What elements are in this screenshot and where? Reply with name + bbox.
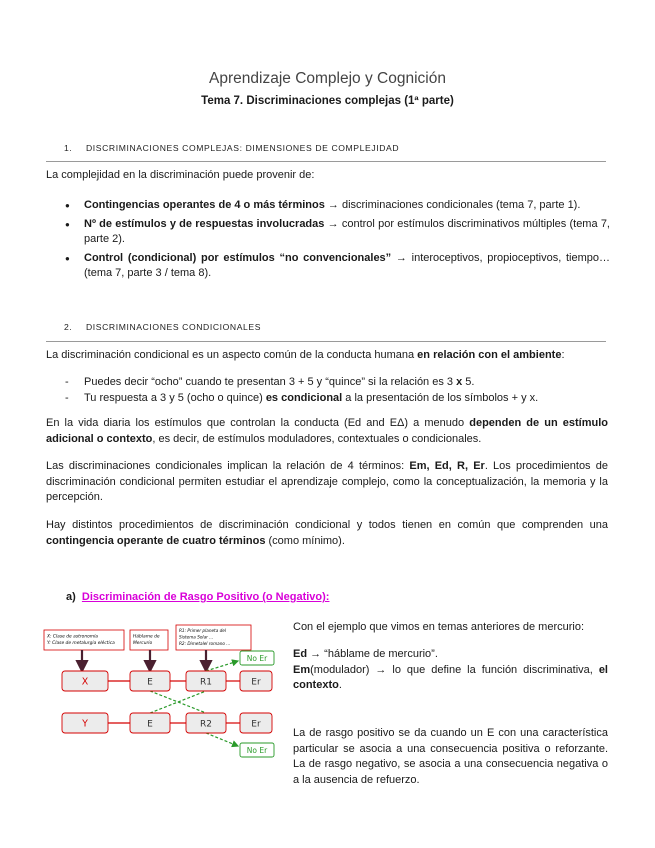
mercury-intro: Con el ejemplo que vimos en temas anteriores de mercurio: bbox=[293, 621, 585, 633]
note-e-box bbox=[130, 630, 168, 650]
modulator-definitions bbox=[293, 647, 608, 694]
daily-life-paragraph: En la vida diaria los estímulos que controlan la conducta (Ed and EΔ) a menudo dependen de un estímulo adicional o contexto, es decir, de estímulos moduladores, contextuales o condicionales. bbox=[46, 417, 609, 445]
conditional-intro: La discriminación condicional es un aspecto común de la conducta humana en relación con el ambiente: bbox=[46, 349, 565, 361]
note-r-line: R1: Primer planeta del bbox=[179, 628, 226, 633]
node-e-label: E bbox=[147, 677, 153, 688]
note-x-line: Y: Clase de metalurgia eléctica bbox=[47, 641, 115, 646]
subsection-a-letter: a) bbox=[66, 591, 76, 603]
node-x-label: X bbox=[81, 676, 89, 688]
section-1-title: DISCRIMINACIONES COMPLEJAS: DIMENSIONES DE COMPLEJIDAD bbox=[86, 143, 400, 153]
note-e-line: Háblame de bbox=[133, 634, 160, 640]
note-e-line: Mercurio bbox=[133, 641, 153, 646]
note-x-box bbox=[44, 630, 124, 650]
feature-positive-diagram bbox=[42, 622, 278, 764]
section-1-divider bbox=[46, 161, 606, 162]
section-2-title: DISCRIMINACIONES CONDICIONALES bbox=[86, 322, 262, 332]
section-2-number: 2. bbox=[64, 322, 73, 332]
note-x-line: X: Clase de astronomía bbox=[47, 634, 98, 640]
document-title: Aprendizaje Complejo y Cognición bbox=[209, 70, 446, 87]
section-2-heading bbox=[64, 322, 261, 332]
subsection-a-title: Discriminación de Rasgo Positivo (o Negativo): bbox=[81, 591, 330, 603]
em-definition: Em(modulador) → lo que define la función discriminativa, el contexto. bbox=[293, 663, 608, 691]
node-r2-label: R2 bbox=[200, 719, 212, 730]
no-er-link bbox=[206, 733, 238, 746]
node-er-label: Er bbox=[251, 677, 261, 688]
note-r-line: Sistema Solar ... bbox=[179, 634, 214, 640]
positive-feature-paragraph: La de rasgo positivo se da cuando un E con una característica particular se asocia a una consecuencia positiva o reforzante. La de rasgo negativo, se asocia a una consecuencia negativa o a la ausencia de refuerzo. bbox=[293, 727, 608, 786]
node-r1-label: R1 bbox=[200, 677, 212, 688]
no-er-link bbox=[206, 661, 238, 671]
example-item: - Puedes decir “ocho” cuando te presentan 3 + 5 y “quince” si la relación es 3 x 5. bbox=[62, 375, 610, 391]
ed-definition: Ed → “háblame de mercurio”. bbox=[293, 648, 438, 660]
note-r-line: R2: Dimetalel romano ... bbox=[179, 641, 231, 646]
no-er-label: No Er bbox=[246, 746, 268, 755]
section-2-divider bbox=[46, 341, 606, 342]
four-terms-paragraph: Las discriminaciones condicionales implican la relación de 4 términos: Em, Ed, R, Er. Los procedimientos de discriminación condicional permiten estudiar el aprendizaje complejo, como la conceptualización, la memoria y la percepción. bbox=[46, 460, 608, 503]
node-e-label: E bbox=[147, 719, 153, 730]
complexity-item: ● Contingencias operantes de 4 o más términos → discriminaciones condicionales (tema 7, parte 1). bbox=[62, 198, 610, 214]
complexity-item: ● Control (condicional) por estímulos “no convencionales” → interoceptivos, propioceptivos, tiempo… (tema 7, parte 3 / tema 8). bbox=[62, 251, 610, 282]
examples-list bbox=[62, 375, 610, 406]
section-1-intro: La complejidad en la discriminación puede provenir de: bbox=[46, 169, 315, 181]
section-1-heading bbox=[64, 143, 399, 153]
procedures-paragraph: Hay distintos procedimientos de discriminación condicional y todos tienen en común que comprenden una contingencia operante de cuatro términos (como mínimo). bbox=[46, 519, 608, 547]
document-subtitle: Tema 7. Discriminaciones complejas (1ª parte) bbox=[201, 95, 454, 107]
node-y-label: Y bbox=[82, 718, 88, 730]
node-er-label: Er bbox=[251, 719, 261, 730]
subsection-a-heading bbox=[66, 591, 329, 603]
example-item: - Tu respuesta a 3 y 5 (ocho o quince) es condicional a la presentación de los símbolos + y x. bbox=[62, 391, 610, 407]
no-er-label: No Er bbox=[246, 654, 268, 663]
section-1-number: 1. bbox=[64, 143, 73, 153]
complexity-list bbox=[62, 198, 610, 285]
complexity-item: ● Nº de estímulos y de respuestas involucradas → control por estímulos discriminativos múltiples (tema 7, parte 2). bbox=[62, 217, 610, 248]
